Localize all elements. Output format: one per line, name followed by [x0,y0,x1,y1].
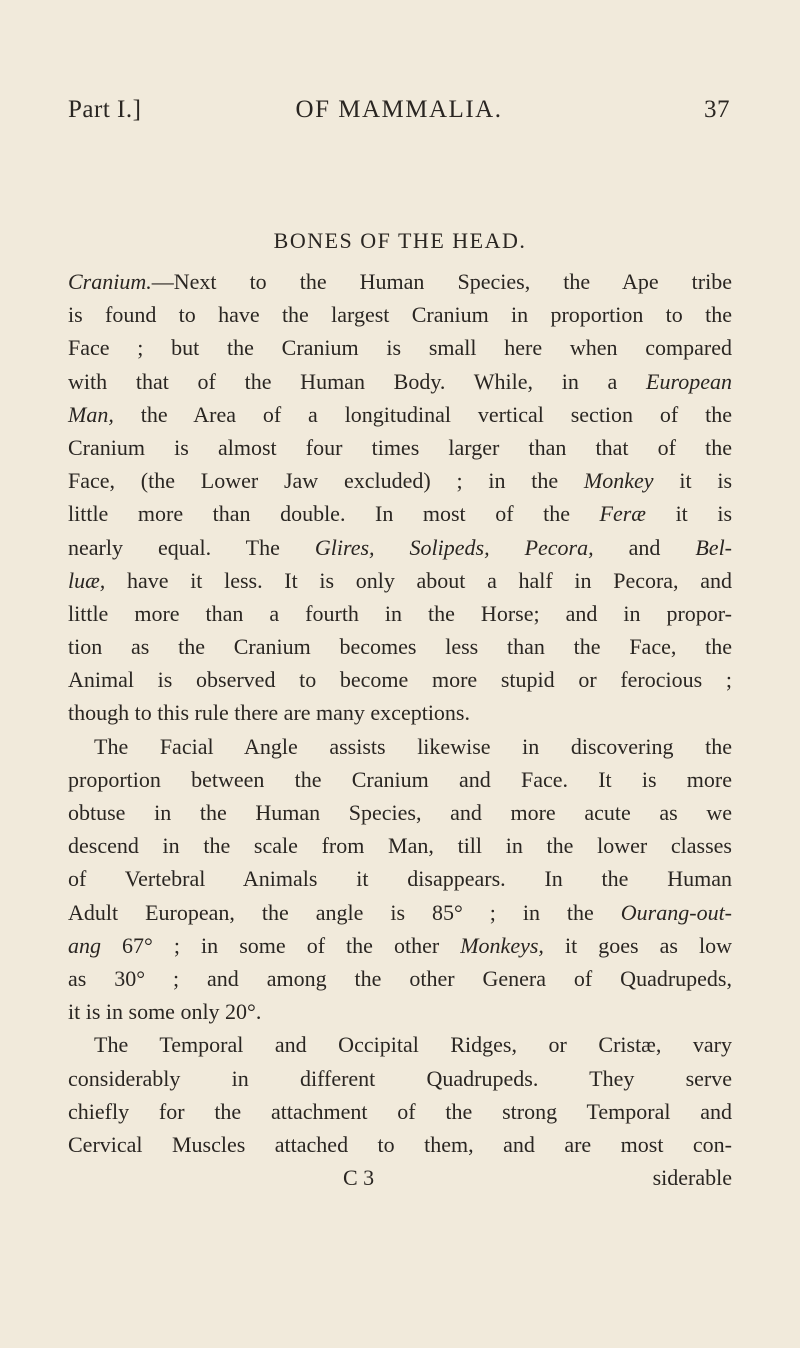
page-number: 37 [704,96,730,123]
text-line: luæ, have it less. It is only about a half in Pecora, and [68,567,733,593]
text-line: descend in the scale from Man, till in the lower classes [68,833,732,859]
text-line: little more than double. In most of the Feræ it is [68,501,733,527]
text-line: The Temporal and Occipital Ridges, or Cristæ, vary [94,1032,732,1058]
text-line: proportion between the Cranium and Face. It is more [68,766,732,792]
text-line: considerably in different Quadrupeds. They serve [68,1065,732,1091]
signature-mark: C 3 [343,1165,375,1191]
text-line: tion as the Cranium becomes less than the Face, the [68,634,732,660]
body-text [68,265,732,1194]
section-heading: BONES OF THE HEAD. [273,228,527,253]
text-line: as 30° ; and among the other Genera of Quadrupeds, [68,965,732,991]
text-line: chiefly for the attachment of the strong Temporal and [68,1098,732,1124]
page-footer [68,1161,732,1194]
text-line: Animal is observed to become more stupid or ferocious ; [68,667,732,693]
catchword: siderable [652,1165,732,1191]
part-label: Part I.] [68,96,142,123]
chapter-title: OF MAMMALIA. [295,96,503,123]
text-line: with that of the Human Body. While, in a European [68,368,732,394]
text-line: Adult European, the angle is 85° ; in the Ourang-out- [68,899,733,925]
text-line: ang 67° ; in some of the other Monkeys, it goes as low [68,932,732,958]
text-line: little more than a fourth in the Horse; and in propor- [68,600,732,626]
text-line: Cranium is almost four times larger than that of the [68,434,732,460]
text-line: obtuse in the Human Species, and more acute as we [68,800,732,825]
text-line: of Vertebral Animals it disappears. In the Human [68,866,732,892]
running-head [68,96,730,130]
text-line: though to this rule there are many exceptions. [68,700,470,726]
text-line: nearly equal. The Glires, Solipeds, Pecora, and Bel- [68,534,733,560]
text-line: Face, (the Lower Jaw excluded) ; in the Monkey it is [68,468,733,494]
text-line: is found to have the largest Cranium in proportion to the [68,302,732,328]
text-line: Man, the Area of a longitudinal vertical section of the [68,401,732,427]
text-line: Cervical Muscles attached to them, and are most con- [68,1131,732,1157]
text-line: it is in some only 20°. [68,999,262,1025]
text-line: Face ; but the Cranium is small here when compared [68,335,732,361]
text-line: Cranium.—Next to the Human Species, the Ape tribe [68,269,732,294]
cranium-lead: Cranium. [68,269,152,294]
text-line: The Facial Angle assists likewise in discovering the [94,733,732,759]
